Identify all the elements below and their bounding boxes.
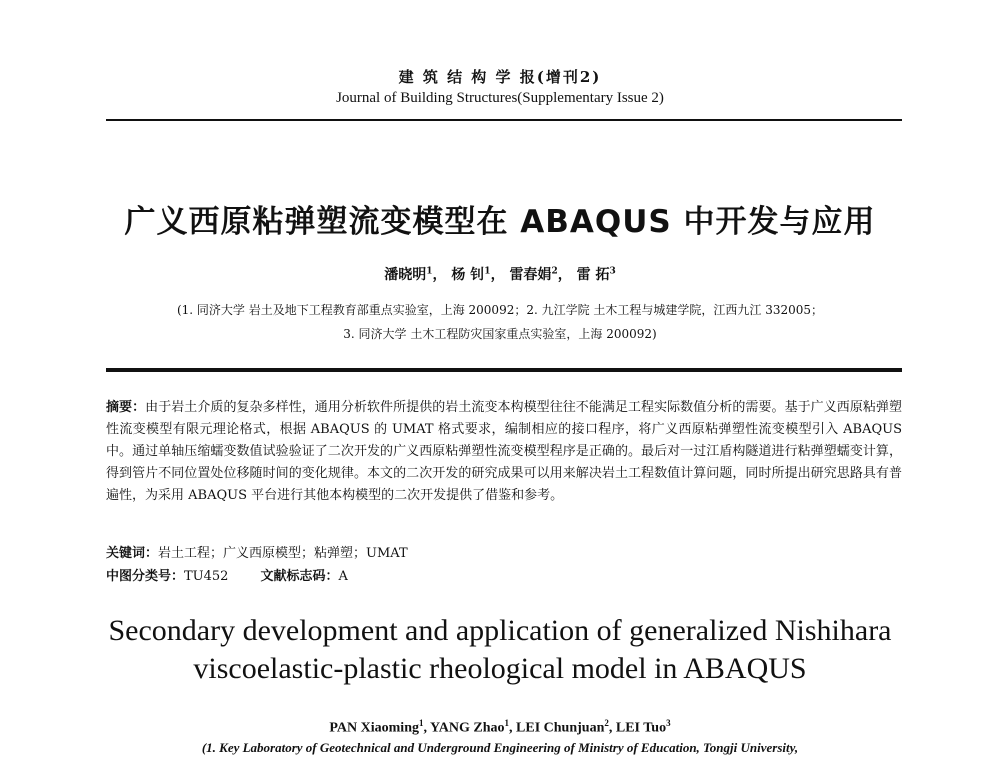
author-en: YANG Zhao (429, 720, 505, 736)
author-separator: , (423, 720, 430, 736)
author-cn: 雷春娟 (509, 267, 552, 283)
author-affiliation-mark: 2 (551, 266, 558, 277)
author-list-cn (0, 264, 1000, 284)
paper-title-en-line1: Secondary development and application of generalized Nishihara (108, 614, 892, 647)
clc-label: 中图分类号： (106, 569, 185, 584)
classification-cn (106, 565, 348, 584)
author-separator: ， (557, 267, 572, 283)
author-affiliation-mark: 1 (426, 266, 433, 277)
author-list-en (0, 718, 1000, 737)
paper-title-cn: 广义西原粘弹塑流变模型在 ABAQUS 中开发与应用 (124, 204, 876, 240)
abstract-divider (106, 368, 902, 372)
author-en: LEI Tuo (615, 720, 667, 736)
author-affiliation-mark: 3 (609, 266, 616, 277)
author-cn: 潘晓明 (384, 267, 427, 283)
header-divider (106, 119, 902, 121)
author-affiliation-mark: 2 (604, 718, 609, 728)
keywords-text: 岩土工程；广义西原模型；粘弹塑；UMAT (158, 546, 408, 561)
clc-value: TU452 (184, 569, 229, 584)
author-affiliation-mark: 3 (666, 718, 671, 728)
author-separator: , (509, 720, 517, 736)
document-code-label: 文献标志码： (260, 569, 339, 584)
keywords-label: 关键词： (106, 546, 159, 561)
author-cn: 雷 拓 (576, 267, 610, 283)
affiliation-en-line1: (1. Key Laboratory of Geotechnical and Underground Engineering of Ministry of Education, Tongji University, (201, 740, 799, 755)
affiliation-cn-line1: (1. 同济大学 岩土及地下工程教育部重点实验室，上海 200092；2. 九江学院 土木工程与城建学院，江西九江 332005； (176, 303, 824, 317)
author-separator: , (608, 720, 616, 736)
abstract-cn (106, 397, 902, 507)
author-en: LEI Chunjuan (516, 720, 605, 736)
paper-title-en-line2: viscoelastic-plastic rheological model in ABAQUS (193, 652, 807, 685)
abstract-text: 由于岩土介质的复杂多样性，通用分析软件所提供的岩土流变本构模型往往不能满足工程实际数值分析的需要。基于广义西原粘弹塑性流变模型有限元理论格式，根据 ABAQUS 的 UMAT 格式要求，编制相应的接口程序，将广义西原粘弹塑性流变模型引入 ABAQUS 中。通过单轴压缩蠕变数值试验验证了二次开发的广义西原粘弹塑性流变模型程序是正确的。最后对一过江盾构隧道进行粘弹塑蠕变计算，得到管片不同位置处位移随时间的变化规律。本文的二次开发的研究成果可以用来解决岩土工程数值计算问题，同时所提出研究思路具有普遍性，为采用 ABAQUS 平台进行其他本构模型的二次开发提供了借鉴和参考。 (106, 400, 902, 503)
journal-name-cn: 建 筑 结 构 学 报(增刊2) (398, 68, 602, 86)
author-separator: ， (490, 267, 505, 283)
author-cn: 杨 钊 (451, 267, 485, 283)
abstract-label: 摘要： (106, 400, 146, 415)
journal-name-en: Journal of Building Structures(Supplementary Issue 2) (336, 90, 664, 106)
author-en: PAN Xiaoming (329, 720, 419, 736)
author-affiliation-mark: 1 (504, 718, 510, 728)
author-affiliation-mark: 1 (484, 266, 491, 277)
author-affiliation-mark: 1 (418, 718, 424, 728)
paper-title-en (0, 612, 1000, 688)
document-code-value: A (338, 569, 348, 584)
keywords-cn (106, 542, 408, 561)
affiliation-cn-line2: 3. 同济大学 土木工程防灾国家重点实验室，上海 200092) (343, 327, 657, 341)
author-separator: ， (432, 267, 447, 283)
